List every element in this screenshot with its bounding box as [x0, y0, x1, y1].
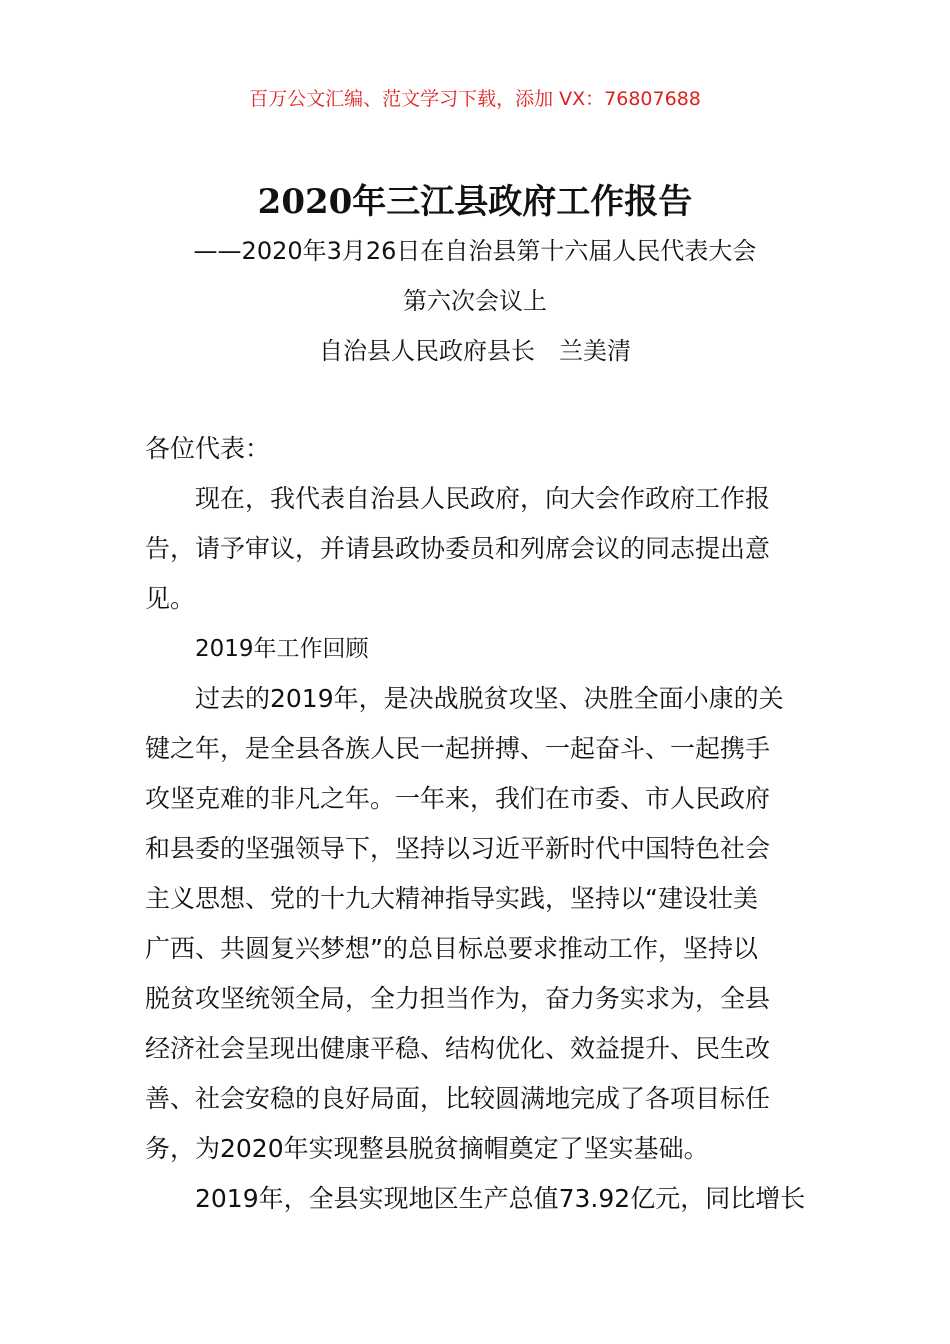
paragraph-line: 键之年，是全县各族人民一起拼搏、一起奋斗、一起携手 [145, 734, 771, 763]
paragraph-gdp [145, 1174, 807, 1224]
paragraph-line: 和县委的坚强领导下，坚持以习近平新时代中国特色社会 [145, 834, 771, 863]
document-body [145, 424, 807, 1224]
document-title: 2020年三江县政府工作报告 [257, 182, 693, 222]
paragraph-line: 主义思想、党的十九大精神指导实践，坚持以“建设壮美 [145, 884, 758, 913]
paragraph-line: 见。 [145, 584, 196, 613]
paragraph-review [145, 674, 807, 1174]
paragraph-line: 脱贫攻坚统领全局，全力担当作为，奋力务实求为，全县 [145, 984, 771, 1013]
paragraph-line: 经济社会呈现出健康平稳、结构优化、效益提升、民生改 [145, 1034, 771, 1063]
paragraph-line: 善、社会安稳的良好局面，比较圆满地完成了各项目标任 [145, 1084, 771, 1113]
section-heading: 2019年工作回顾 [195, 636, 369, 662]
subtitle-speaker-line: 自治县人民政府县长 兰美清 [319, 337, 631, 365]
paragraph-line: 现在，我代表自治县人民政府，向大会作政府工作报 [195, 484, 771, 513]
paragraph-line: 过去的2019年，是决战脱贫攻坚、决胜全面小康的关 [195, 684, 784, 713]
paragraph-line: 攻坚克难的非凡之年。一年来，我们在市委、市人民政府 [145, 784, 771, 813]
paragraph-line: 务，为2020年实现整县脱贫摘帽奠定了坚实基础。 [145, 1134, 709, 1163]
watermark-banner: 百万公文汇编、范文学习下载，添加 VX：76807688 [249, 88, 701, 110]
paragraph-line: 广西、共圆复兴梦想”的总目标总要求推动工作，坚持以 [145, 934, 758, 963]
subtitle-meeting-line: ——2020年3月26日在自治县第十六届人民代表大会 [193, 237, 757, 265]
paragraph-line: 2019年，全县实现地区生产总值73.92亿元，同比增长 [195, 1184, 806, 1213]
salutation: 各位代表： [145, 434, 271, 463]
paragraph-intro [145, 474, 807, 624]
paragraph-line: 告，请予审议，并请县政协委员和列席会议的同志提出意 [145, 534, 771, 563]
subtitle-session-line: 第六次会议上 [403, 287, 547, 315]
